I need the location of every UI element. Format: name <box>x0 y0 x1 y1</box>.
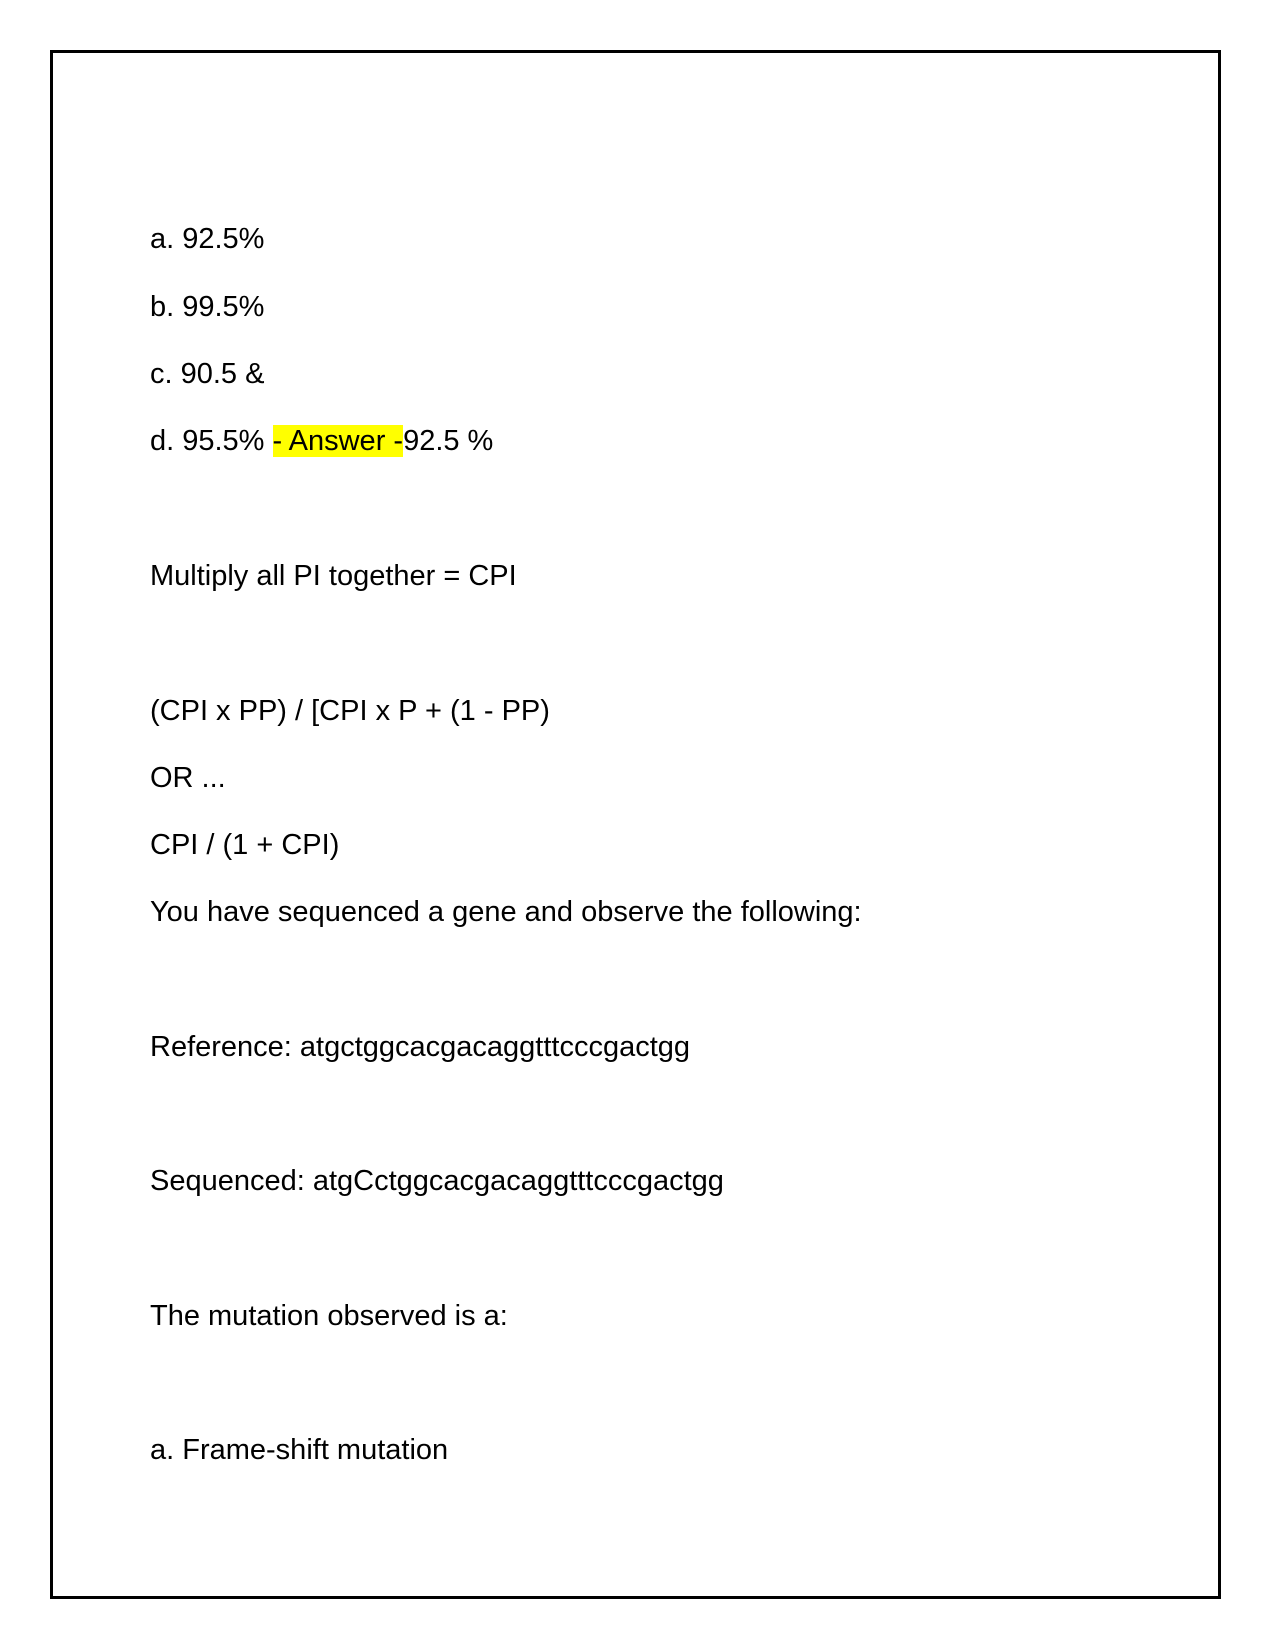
mutation-prompt: The mutation observed is a: <box>150 1300 508 1332</box>
page-border <box>50 50 1221 1599</box>
formula-two: CPI / (1 + CPI) <box>150 829 340 861</box>
option-d-q1 <box>150 423 493 459</box>
or-separator: OR ... <box>150 762 226 794</box>
option-a-q2: a. Frame-shift mutation <box>150 1434 449 1466</box>
question-two-intro: You have sequenced a gene and observe the following: <box>150 896 862 928</box>
sequenced-sequence: Sequenced: atgCctggcacgacaggtttcccgactgg <box>150 1165 724 1197</box>
option-c-q1: c. 90.5 & <box>150 358 265 390</box>
answer-highlight: - Answer - <box>272 425 404 457</box>
cpi-instruction: Multiply all PI together = CPI <box>150 560 517 592</box>
option-a-q1: a. 92.5% <box>150 223 265 255</box>
reference-sequence: Reference: atgctggcacgacaggtttcccgactgg <box>150 1031 691 1063</box>
option-b-q1: b. 99.5% <box>150 291 265 323</box>
option-d-answer: 92.5 % <box>403 425 494 457</box>
option-d-prefix: d. 95.5% <box>150 425 273 457</box>
formula-one: (CPI x PP) / [CPI x P + (1 - PP) <box>150 695 550 727</box>
